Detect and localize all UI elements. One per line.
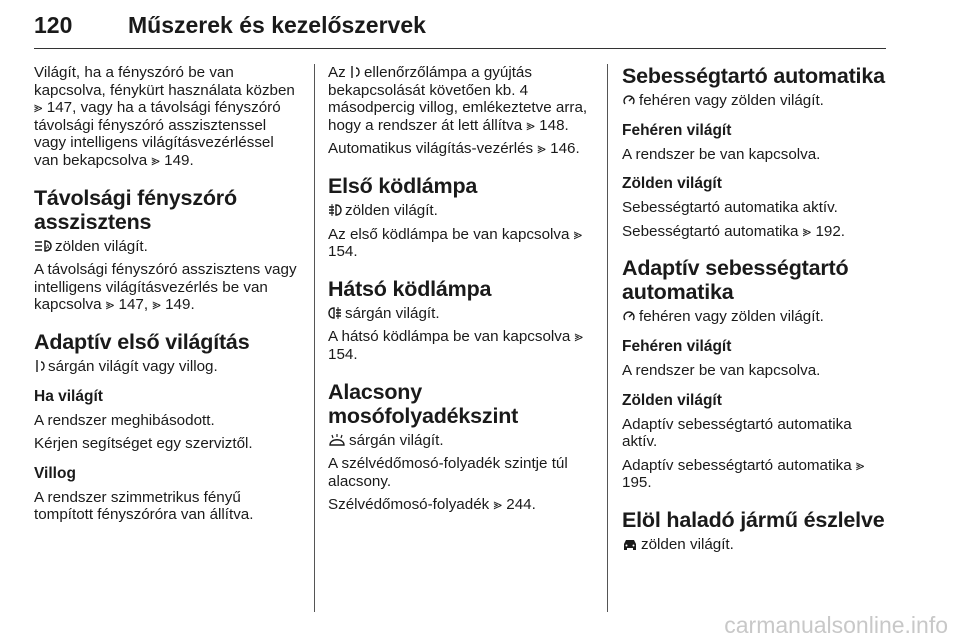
status-line — [34, 358, 302, 376]
status-text: zölden világít. — [55, 237, 148, 255]
column-divider — [607, 64, 608, 612]
description: Az első ködlámpa be van kapcsolva ⪢ 154. — [328, 225, 583, 261]
svg-text:A: A — [45, 243, 50, 251]
status-text: zölden világít. — [345, 201, 438, 219]
status-text: fehéren vagy zölden világít. — [639, 308, 824, 326]
reference: Sebességtartó automatika ⪢ 192. — [622, 222, 846, 240]
reference: Szélvédőmosó-folyadék ⪢ 244. — [328, 496, 536, 514]
status-line — [328, 305, 598, 323]
section-title-front-fog: Első ködlámpa — [328, 173, 478, 198]
section-title-cruise-control: Sebességtartó automatika — [622, 64, 885, 88]
description: A szélvédőmosó-folyadék szintje túl alacsony. — [328, 455, 568, 490]
status-text: sárgán világít. — [349, 431, 444, 449]
description: Sebességtartó automatika aktív. — [622, 199, 838, 217]
status-text: sárgán világít vagy villog. — [48, 357, 218, 375]
status-line — [622, 536, 890, 554]
description: Adaptív sebességtartó automatika aktív. — [622, 415, 852, 451]
column-1 — [34, 64, 302, 530]
section-title-vehicle-ahead: Elöl haladó jármű észlelve — [622, 507, 885, 532]
watermark: carmanualsonline.info — [724, 612, 948, 638]
column-divider — [314, 64, 315, 612]
reference: Automatikus világítás-vezérlés ⪢ 146. — [328, 140, 580, 158]
subheading-green: Zölden világít — [622, 391, 722, 409]
intro-paragraph: Világít, ha a fényszóró be van kapcsolva, fénykürt használata közben ⪢ 147, vagy ha a távolsági fényszóró távolsági fényszóró asszisztenssel vagy intelligens világításvezérléssel van bekapcsolva ⪢ 149. — [34, 64, 295, 169]
adaptive-lighting-icon — [34, 358, 45, 376]
intro-text: ellenőrzőlámpa a gyújtás bekapcsolását követően kb. 4 másodpercig villog, emlékeztetve arra, hogy a rendszer át lett állítva ⪢ 148. — [328, 64, 588, 134]
status-line — [328, 432, 598, 450]
description: A rendszer be van kapcsolva. — [622, 361, 821, 379]
section-title-low-washer-fluid: Alacsony mosófolyadékszint — [328, 379, 519, 428]
section-title-high-beam-assist: Távolsági fényszóró asszisztens — [34, 185, 237, 234]
adaptive-lighting-icon — [350, 64, 361, 82]
high-beam-assist-icon — [34, 238, 52, 256]
section-title-rear-fog: Hátsó ködlámpa — [328, 276, 492, 301]
washer-fluid-icon — [328, 432, 346, 450]
rear-fog-lamp-icon — [328, 305, 342, 323]
column-2 — [328, 64, 598, 520]
cruise-control-icon — [622, 308, 636, 326]
chapter-title: Műszerek és kezelőszervek — [128, 12, 426, 38]
vehicle-ahead-icon — [622, 536, 638, 554]
page-header — [34, 2, 886, 49]
column-3 — [622, 64, 890, 560]
subheading-lit: Ha világít — [34, 387, 103, 405]
status-line — [328, 202, 598, 220]
status-line — [622, 92, 890, 110]
description: Kérjen segítséget egy szerviztől. — [34, 435, 253, 453]
subheading-green: Zölden világít — [622, 175, 722, 193]
status-text: zölden világít. — [641, 535, 734, 553]
section-title-adaptive-cruise: Adaptív sebességtartó automatika — [622, 256, 849, 305]
subheading-white: Fehéren világít — [622, 121, 732, 139]
page-number: 120 — [34, 12, 73, 38]
cruise-control-icon — [622, 92, 636, 110]
description: A rendszer meghibásodott. — [34, 411, 215, 429]
status-text: fehéren vagy zölden világít. — [639, 92, 824, 109]
intro-text: Az — [328, 64, 346, 81]
description: A rendszer be van kapcsolva. — [622, 145, 821, 163]
subheading-flashing: Villog — [34, 464, 76, 482]
status-line — [34, 238, 302, 256]
intro-paragraph — [328, 64, 598, 134]
subheading-white: Fehéren világít — [622, 337, 732, 355]
front-fog-lamp-icon — [328, 202, 342, 220]
description: A rendszer szimmetrikus fényű tompított fényszóróra van állítva. — [34, 488, 254, 524]
section-title-adaptive-lighting: Adaptív első világítás — [34, 329, 250, 354]
status-text: sárgán világít. — [345, 304, 440, 322]
description: A hátsó ködlámpa be van kapcsolva ⪢ 154. — [328, 328, 584, 363]
status-line — [622, 308, 890, 326]
description: A távolsági fényszóró asszisztens vagy intelligens világításvezérlés be van kapcsolva ⪢ 147, ⪢ 149. — [34, 261, 297, 314]
reference: Adaptív sebességtartó automatika ⪢ 195. — [622, 456, 865, 492]
